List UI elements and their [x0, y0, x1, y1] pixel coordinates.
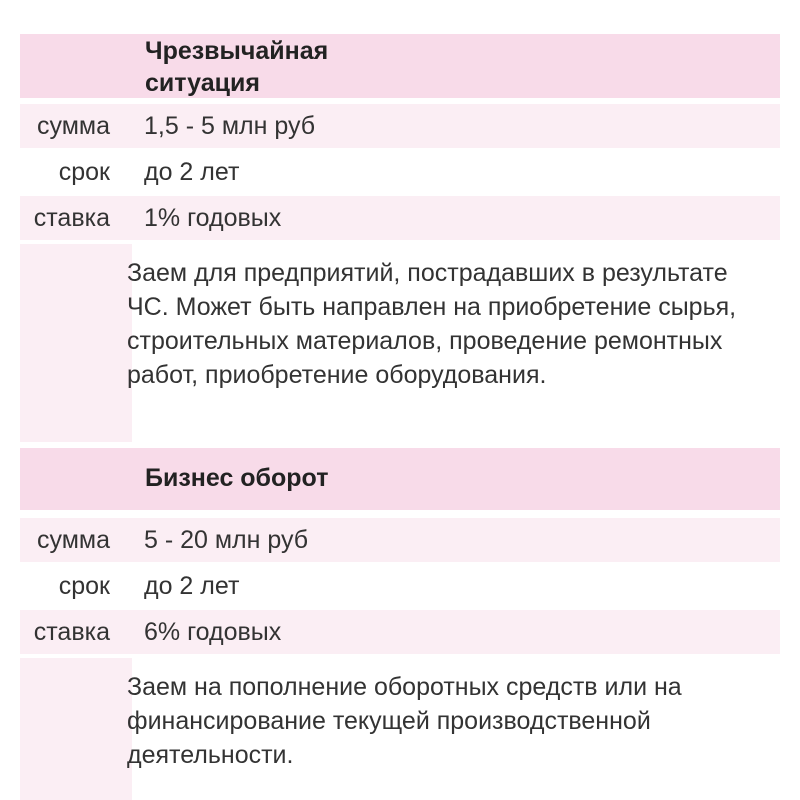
description-side-strip	[20, 658, 132, 800]
row-label: срок	[58, 158, 110, 186]
row-value: 5 - 20 млн руб	[144, 526, 309, 554]
section1-row-sum	[20, 104, 780, 148]
row-value: 1,5 - 5 млн руб	[144, 112, 316, 140]
section2-title: Бизнес оборот	[145, 464, 329, 492]
row-label: ставка	[33, 204, 110, 232]
row-label: сумма	[37, 526, 110, 554]
row-label: сумма	[37, 112, 110, 140]
section2-header	[20, 448, 780, 510]
section2-row-rate	[20, 610, 780, 654]
row-value: 1% годовых	[144, 204, 282, 232]
row-label: ставка	[33, 618, 110, 646]
section1-description: Заем для предприятий, пострадавших в результате ЧС. Может быть направлен на приобретение сырья, строительных материалов, проведение ремонтных работ, приобретение оборудования.	[127, 259, 737, 389]
section2-description: Заем на пополнение оборотных средств или на финансирование текущей производственной деятельности.	[127, 673, 682, 769]
section1-title-line1: Чрезвычайная	[145, 37, 329, 65]
row-value: до 2 лет	[144, 158, 240, 186]
description-side-strip	[20, 244, 132, 442]
section1-row-term	[20, 150, 780, 194]
section1-row-rate	[20, 196, 780, 240]
row-value: 6% годовых	[144, 618, 282, 646]
section2-row-sum	[20, 518, 780, 562]
row-value: до 2 лет	[144, 572, 240, 600]
section1-title-line2: ситуация	[145, 69, 260, 97]
section2-row-term	[20, 564, 780, 608]
row-label: срок	[58, 572, 110, 600]
section1-header	[20, 34, 780, 98]
